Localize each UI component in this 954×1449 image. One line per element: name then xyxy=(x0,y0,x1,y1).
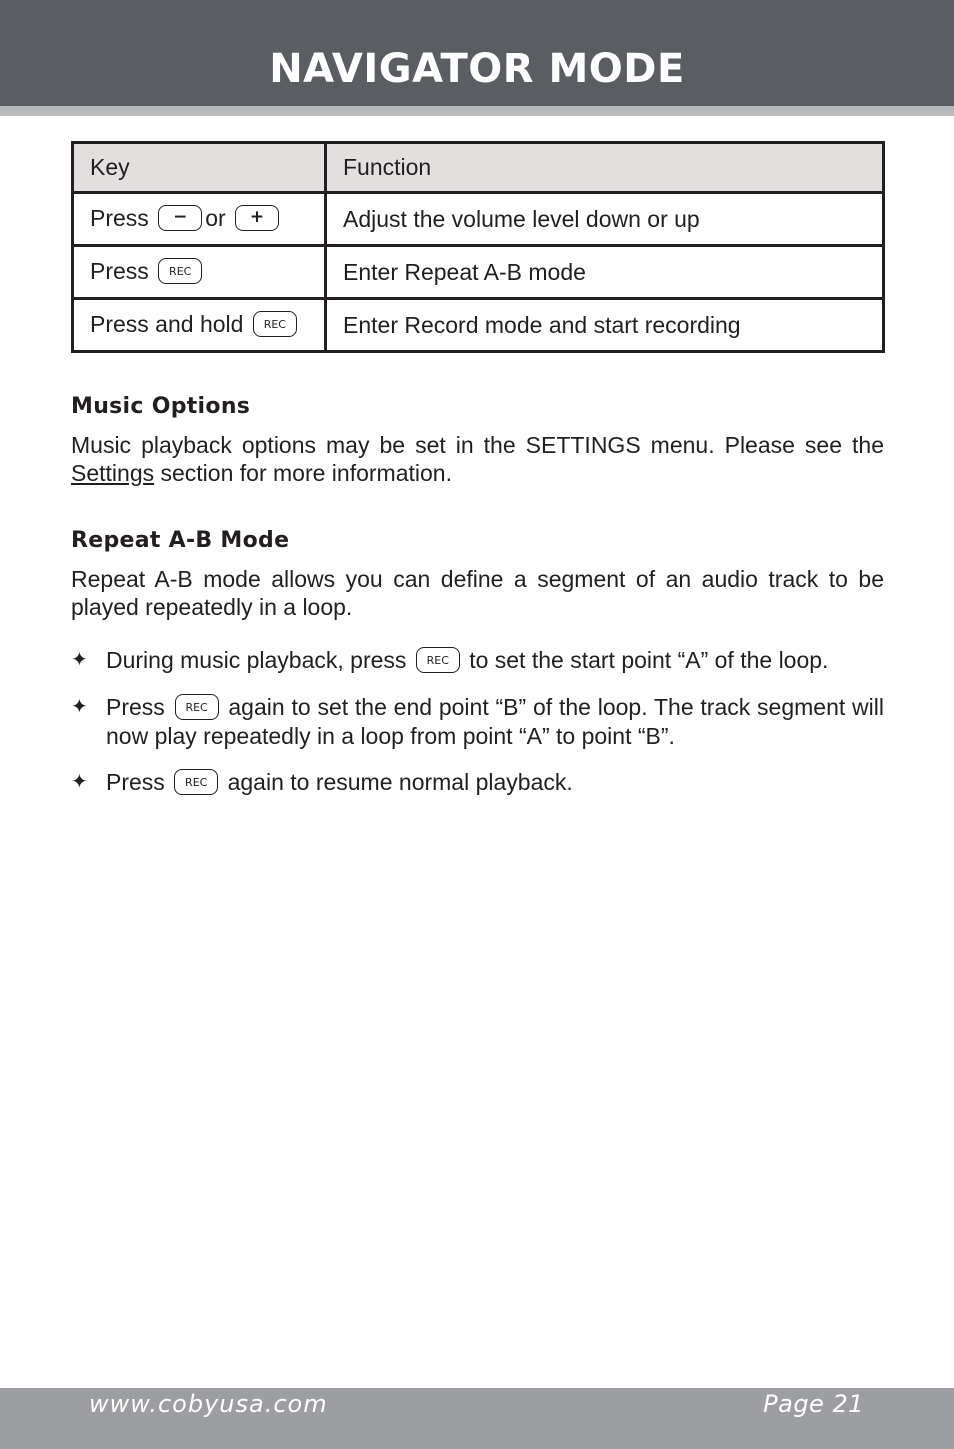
rec-button-icon: REC xyxy=(175,694,219,720)
table-row xyxy=(73,246,884,299)
bullet-text: to set the start point “A” of the loop. xyxy=(469,647,829,673)
repeat-ab-intro: Repeat A-B mode allows you can define a segment of an audio track to be played repeatedly in a loop. xyxy=(71,566,884,620)
music-options-paragraph xyxy=(71,431,884,487)
function-cell: Adjust the volume level down or up xyxy=(326,193,884,246)
function-cell: Enter Record mode and start recording xyxy=(326,299,884,352)
key-text: Press and hold xyxy=(90,311,244,338)
key-text: or xyxy=(205,205,226,232)
rec-button-icon: REC xyxy=(158,258,202,284)
key-cell xyxy=(73,246,326,299)
table-header-row xyxy=(73,143,884,193)
column-header-function: Function xyxy=(326,143,884,193)
paragraph-text: section for more information. xyxy=(154,460,452,486)
page-title: NAVIGATOR MODE xyxy=(269,46,685,92)
bullet-text: Press xyxy=(106,694,165,720)
header-strip xyxy=(0,106,954,116)
rec-button-icon: REC xyxy=(253,311,297,337)
page-number: Page 21 xyxy=(763,1390,864,1418)
footer-url-link[interactable]: www.cobyusa.com xyxy=(89,1390,328,1418)
rec-button-icon: REC xyxy=(416,647,460,673)
bullet-star-icon: ✦ xyxy=(71,649,88,671)
bullet-text: again to set the end point “B” of the loop. The track segment will now play repeatedly in a loop from point “A” to point “B”. xyxy=(106,694,884,749)
key-cell xyxy=(73,193,326,246)
column-header-key: Key xyxy=(73,143,326,193)
bullet-star-icon: ✦ xyxy=(71,771,88,793)
bullet-text: Press xyxy=(106,769,165,795)
bullet-text: During music playback, press xyxy=(106,647,407,673)
key-text: Press xyxy=(90,205,149,232)
key-function-table xyxy=(71,141,885,353)
key-cell xyxy=(73,299,326,352)
bullet-star-icon: ✦ xyxy=(71,696,88,718)
rec-button-icon: REC xyxy=(174,769,218,795)
table-row xyxy=(73,299,884,352)
plus-button-icon: + xyxy=(235,205,279,231)
section-title-music-options: Music Options xyxy=(71,394,251,419)
function-cell: Enter Repeat A-B mode xyxy=(326,246,884,299)
bullet-text: again to resume normal playback. xyxy=(227,769,573,795)
settings-link[interactable]: Settings xyxy=(71,460,155,486)
paragraph-text: Music playback options may be set in the SETTINGS menu. Please see the xyxy=(71,432,884,458)
table-row xyxy=(73,193,884,246)
section-title-repeat-ab: Repeat A-B Mode xyxy=(71,528,290,553)
minus-button-icon: − xyxy=(158,205,202,231)
key-text: Press xyxy=(90,258,149,285)
